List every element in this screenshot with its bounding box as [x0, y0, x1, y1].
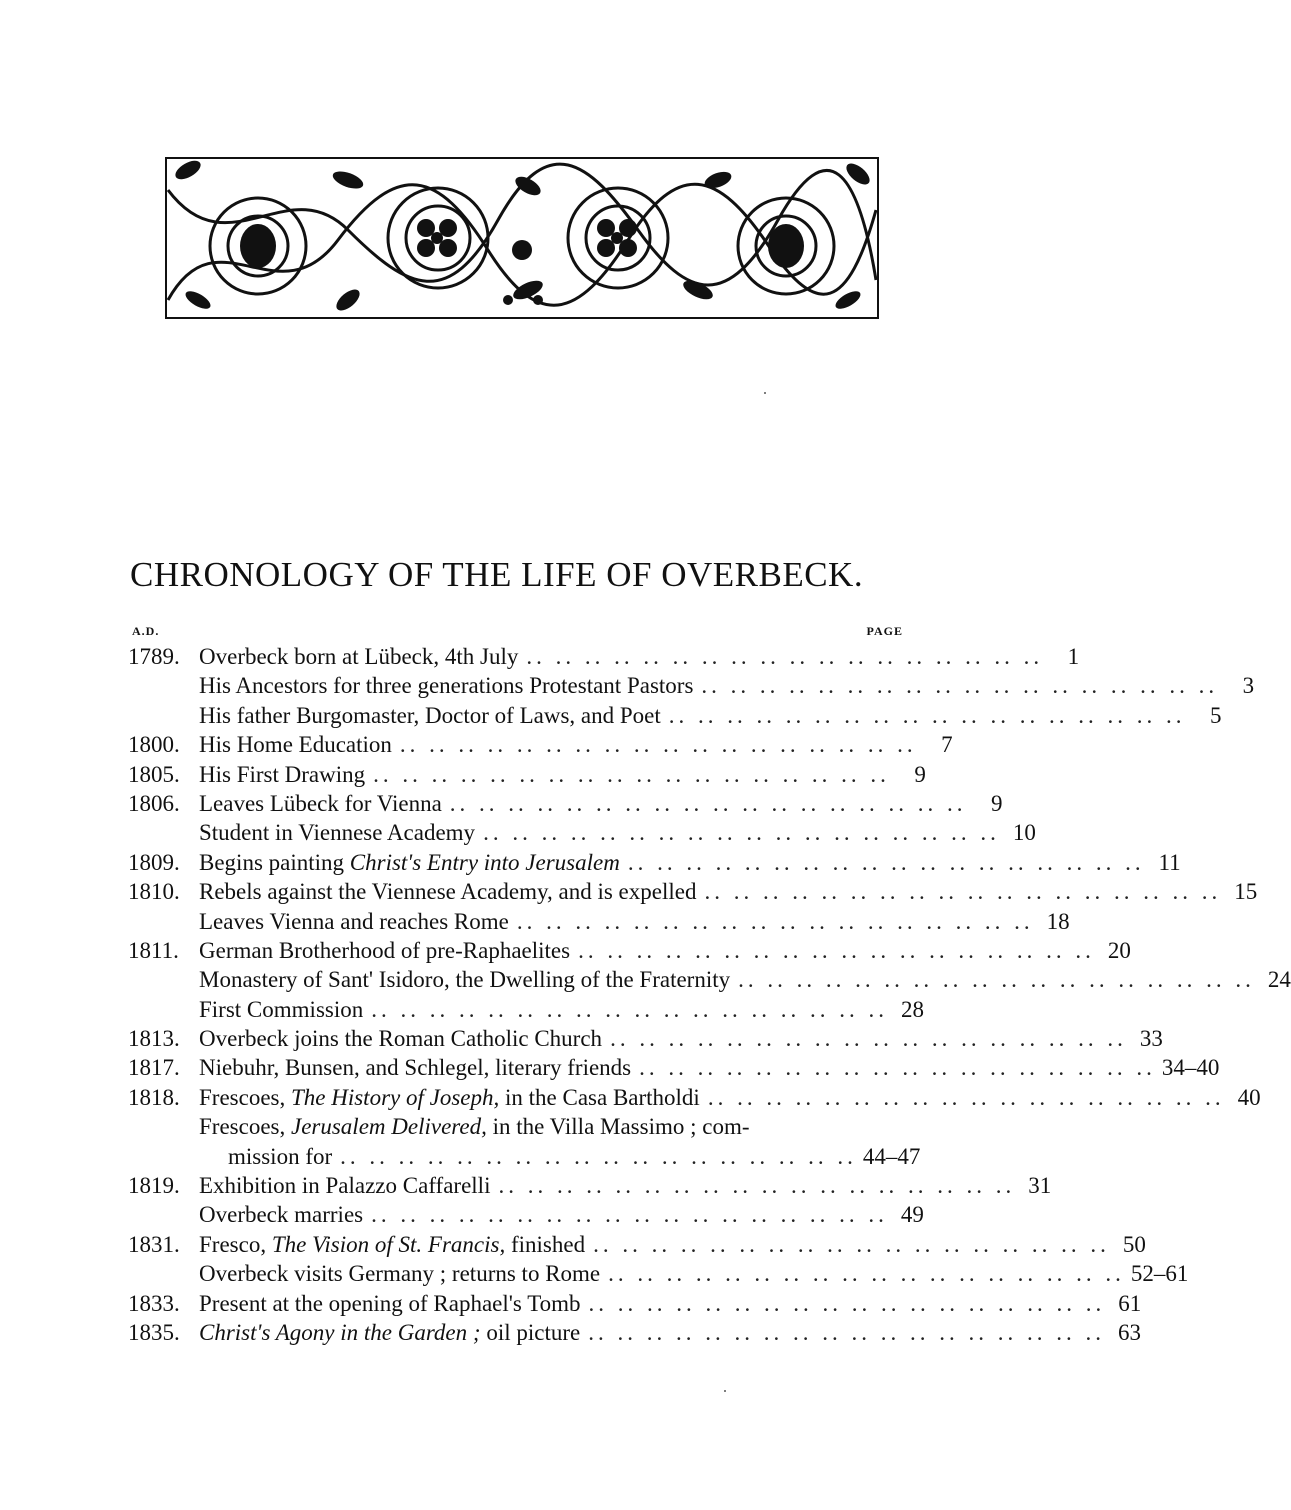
leader-dots: .. .. .. .. .. .. .. .. .. .. .. .. .. .. .. .. .. ..: [627, 849, 1145, 875]
entry-text: His Ancestors for three generations Protestant Pastors: [199, 673, 694, 699]
entry-year: 1831.: [128, 1231, 180, 1257]
entry-text: Leaves Vienna and reaches Rome: [199, 908, 509, 934]
entry-text-pre: Frescoes,: [199, 1084, 291, 1110]
chronology-row: [128, 965, 1291, 994]
leader-dots: .. .. .. .. .. .. .. .. .. .. .. .. .. .. .. .. .. ..: [593, 1231, 1110, 1257]
entry-page: 5: [1210, 702, 1222, 728]
column-header-ad: A.D.: [132, 624, 160, 638]
entry-text-post: oil picture: [480, 1319, 581, 1345]
column-header-page: PAGE: [866, 624, 903, 638]
chronology-row: [128, 1230, 1146, 1259]
entry-page: 11: [1158, 849, 1181, 875]
entry-text-pre: Fresco,: [199, 1231, 272, 1257]
leader-dots: .. .. .. .. .. .. .. .. .. .. .. .. .. .. .. .. .. ..: [498, 1173, 1016, 1199]
entry-text-italic: The History of Joseph,: [290, 1084, 500, 1110]
leader-dots: .. .. .. .. .. .. .. .. .. .. .. .. .. .. .. .. .. ..: [371, 996, 888, 1022]
entry-text: [198, 1230, 585, 1259]
entry-page: 52–61: [1130, 1261, 1189, 1287]
entry-year: 1800.: [128, 732, 180, 758]
entry-text: Overbeck born at Lübeck, 4th July: [199, 644, 519, 669]
entry-text: Exhibition in Palazzo Caffarelli: [199, 1173, 491, 1199]
chronology-row: [128, 1024, 1163, 1053]
leader-dots: .. .. .. .. .. .. .. .. .. .. .. .. .. .. .. .. .. ..: [704, 879, 1222, 905]
entry-text-italic: Jerusalem Delivered,: [290, 1114, 487, 1140]
entry-text-pre: Frescoes,: [199, 1114, 291, 1140]
entry-text-post: in the Villa Massimo ; com-: [486, 1114, 750, 1140]
entry-year: 1809.: [128, 849, 180, 875]
entry-text: Niebuhr, Bunsen, and Schlegel, literary friends: [199, 1055, 632, 1081]
chronology-row: [128, 936, 1131, 965]
entry-text-italic: Christ's Agony in the Garden ;: [199, 1319, 481, 1345]
entry-page: 9: [914, 761, 926, 787]
chronology-row: [128, 789, 1003, 818]
entry-text: [198, 1112, 904, 1141]
leader-dots: .. .. .. .. .. .. .. .. .. .. .. .. .. .. .. .. .. ..: [483, 820, 1000, 846]
leader-dots: .. .. .. .. .. .. .. .. .. .. .. .. .. .. .. .. .. ..: [578, 937, 1095, 963]
entry-text: Rebels against the Viennese Academy, and is expelled: [199, 879, 697, 905]
entry-page: 3: [1242, 673, 1255, 699]
entry-year: 1833.: [128, 1290, 180, 1316]
leader-dots: .. .. .. .. .. .. .. .. .. .. .. .. .. .. .. .. .. ..: [371, 1202, 888, 1228]
entry-page: 49: [900, 1202, 924, 1228]
leader-dots: .. .. .. .. .. .. .. .. .. .. .. .. .. .. .. .. .. ..: [449, 790, 967, 816]
chronology-row: [128, 1053, 1220, 1082]
entry-text: His First Drawing: [199, 761, 366, 787]
entry-page: 7: [941, 732, 953, 758]
chronology-list: [128, 642, 1291, 1347]
chronology-row: [128, 1200, 924, 1229]
entry-year: 1817.: [128, 1055, 180, 1081]
ink-speck: [764, 392, 766, 394]
chronology-row: [128, 907, 1070, 936]
entry-text: Leaves Lübeck for Vienna: [199, 790, 442, 816]
entry-page: 50: [1122, 1231, 1146, 1257]
chronology-row: [128, 701, 1222, 730]
entry-page: 44–47: [862, 1143, 921, 1169]
entry-page: 24: [1267, 967, 1291, 993]
leader-dots: .. .. .. .. .. .. .. .. .. .. .. .. .. .. .. .. .. ..: [668, 702, 1186, 728]
page-title: CHRONOLOGY OF THE LIFE OF OVERBECK.: [130, 555, 864, 595]
ink-speck: [724, 1390, 726, 1392]
entry-text: Present at the opening of Raphael's Tomb: [199, 1290, 581, 1316]
entry-year: 1789.: [128, 644, 180, 669]
entry-text-pre: Begins painting: [199, 849, 350, 875]
entry-text: Monastery of Sant' Isidoro, the Dwelling of the Fraternity: [199, 967, 731, 993]
entry-text: German Brotherhood of pre-Raphaelites: [199, 937, 571, 963]
entry-page: 61: [1118, 1290, 1142, 1316]
entry-year: 1818.: [128, 1084, 180, 1110]
chronology-row: [128, 848, 1181, 877]
entry-text: Student in Viennese Academy: [199, 820, 476, 846]
chronology-row: [128, 995, 924, 1024]
entry-page: 1: [1067, 644, 1080, 669]
leader-dots: .. .. .. .. .. .. .. .. .. .. .. .. .. .. .. .. .. ..: [373, 761, 890, 787]
entry-year: 1805.: [128, 761, 180, 787]
chronology-row: [128, 730, 953, 759]
decorative-headpiece: [158, 150, 886, 326]
entry-text-italic: Christ's Entry into Jerusalem: [349, 849, 620, 875]
leader-dots: .. .. .. .. .. .. .. .. .. .. .. .. .. .. .. .. .. ..: [516, 908, 1034, 934]
entry-text-post: in the Casa Bartholdi: [499, 1084, 700, 1110]
leader-dots: .. .. .. .. .. .. .. .. .. .. .. .. .. .. .. .. .. ..: [526, 644, 1044, 669]
chronology-row: [128, 1259, 1189, 1288]
entry-page: 34–40: [1161, 1055, 1220, 1081]
entry-text: [198, 1083, 700, 1112]
entry-text: Overbeck marries: [199, 1202, 364, 1228]
chronology-row: [128, 1171, 1052, 1200]
entry-text: Overbeck visits Germany ; returns to Rome: [199, 1261, 601, 1287]
entry-text: Overbeck joins the Roman Catholic Church: [199, 1026, 603, 1052]
entry-text-italic: The Vision of St. Francis,: [271, 1231, 506, 1257]
entry-year: 1810.: [128, 879, 180, 905]
chronology-row: [128, 642, 1080, 671]
entry-page: 31: [1028, 1173, 1052, 1199]
entry-year: 1835.: [128, 1319, 180, 1345]
leader-dots: .. .. .. .. .. .. .. .. .. .. .. .. .. .. .. .. .. ..: [608, 1261, 1125, 1287]
leader-dots: .. .. .. .. .. .. .. .. .. .. .. .. .. .. .. .. .. ..: [707, 1084, 1225, 1110]
entry-text-post: finished: [505, 1231, 586, 1257]
chronology-row: [128, 1289, 1142, 1318]
entry-year: 1811.: [128, 937, 179, 963]
entry-page: 28: [900, 996, 924, 1022]
entry-page: 20: [1107, 937, 1131, 963]
chronology-row: [128, 760, 926, 789]
entry-page: 15: [1234, 879, 1258, 905]
entry-page: 40: [1237, 1084, 1261, 1110]
leader-dots: .. .. .. .. .. .. .. .. .. .. .. .. .. .. .. .. .. ..: [399, 732, 917, 758]
leader-dots: .. .. .. .. .. .. .. .. .. .. .. .. .. .. .. .. .. ..: [639, 1055, 1156, 1081]
entry-text: [198, 1318, 580, 1347]
leader-dots: .. .. .. .. .. .. .. .. .. .. .. .. .. .. .. .. .. ..: [588, 1319, 1105, 1345]
entry-text: mission for: [228, 1143, 333, 1169]
chronology-row: [128, 1318, 1141, 1347]
chronology-row: [128, 1142, 921, 1171]
entry-page: 18: [1046, 908, 1070, 934]
entry-page: 33: [1139, 1026, 1163, 1052]
entry-text: [198, 848, 620, 877]
chronology-row: [128, 1112, 904, 1141]
entry-year: 1806.: [128, 790, 180, 816]
entry-page: 63: [1117, 1319, 1141, 1345]
entry-page: 10: [1012, 820, 1036, 846]
entry-text: His Home Education: [199, 732, 392, 758]
leader-dots: .. .. .. .. .. .. .. .. .. .. .. .. .. .. .. .. .. ..: [588, 1290, 1106, 1316]
leader-dots: .. .. .. .. .. .. .. .. .. .. .. .. .. .. .. .. .. ..: [738, 967, 1255, 993]
entry-page: 9: [991, 790, 1003, 816]
entry-text: First Commission: [199, 996, 364, 1022]
entry-text: His father Burgomaster, Doctor of Laws, and Poet: [199, 702, 661, 728]
chronology-row: [128, 877, 1258, 906]
leader-dots: .. .. .. .. .. .. .. .. .. .. .. .. .. .. .. .. .. ..: [701, 673, 1219, 699]
chronology-row: [128, 818, 1036, 847]
chronology-row: [128, 1083, 1261, 1112]
entry-year: 1813.: [128, 1026, 180, 1052]
entry-year: 1819.: [128, 1173, 180, 1199]
leader-dots: .. .. .. .. .. .. .. .. .. .. .. .. .. .. .. .. .. ..: [610, 1026, 1127, 1052]
chronology-row: [128, 671, 1255, 700]
leader-dots: .. .. .. .. .. .. .. .. .. .. .. .. .. .. .. .. .. ..: [340, 1143, 857, 1169]
